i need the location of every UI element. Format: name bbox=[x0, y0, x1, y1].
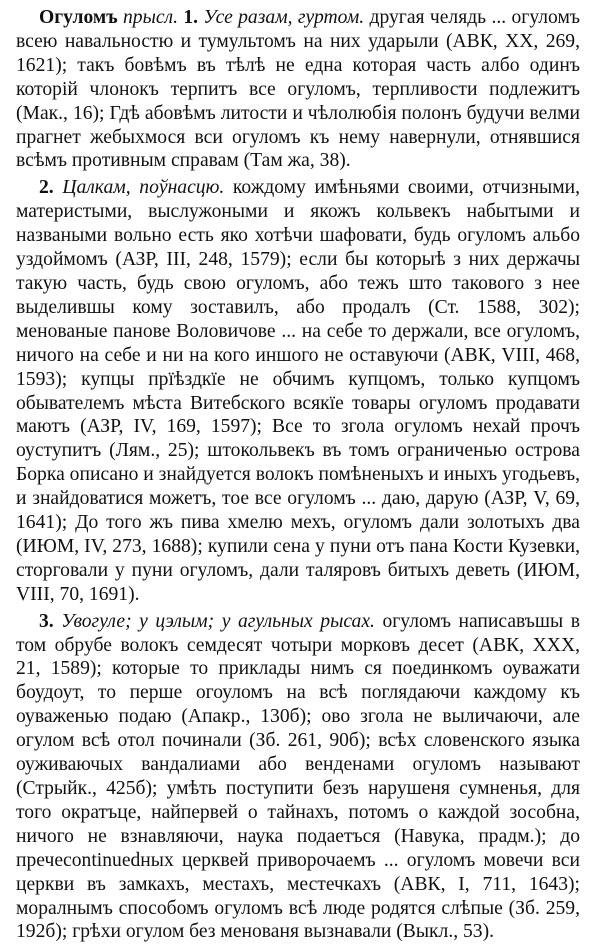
headword: Огуломъ bbox=[39, 7, 118, 28]
sense-number: 2. bbox=[39, 177, 54, 199]
sense-gloss: Цалкам, поўнасцю. bbox=[62, 177, 225, 199]
sense-text: другая челядь ... огуломъ всею навальностю и тумультомъ на них ударыли (АВК, XX, 269, 1621); такъ бовѣмъ въ тѣлѣ не една которая часть албо одинъ которій члонокъ терпитъ все огуломъ, терпливости подлежитъ (Мак., 16); Гдѣ абовѣмъ литости и чѣлолюбія полонъ будучи велми прагнет жебыхмося вси огуломъ къ нему навернули, отнявшися всѣмъ противным справам (Там жа, 38). bbox=[16, 7, 580, 172]
sense-number: 3. bbox=[39, 610, 54, 632]
sense-gloss: Увогуле; у цэлым; у агульных рысах. bbox=[61, 610, 375, 632]
sense-1-paragraph bbox=[16, 6, 580, 173]
sense-3-paragraph bbox=[16, 610, 580, 944]
sense-number: 1. bbox=[183, 7, 199, 28]
sense-text: кождому имѣньями своими, отчизными, материстыми, выслужоными и якожъ кольвекъ набытыми и назваными вольно есть яко хотѣчи шафовати, будь огуломъ альбо уздоймомъ (АЗР, III, 248, 1579); если бы которыѣ з них держачы такую часть, будь свою огуломъ, або тежъ што такового з нее выделившы кому зоставилъ, або продалъ (Ст. 1588, 302); менованые панове Воловичове ... на себе то держали, все огуломъ, ничого на себе и ни на кого иншого не оставуючи (АВК, VIII, 468, 1593); купцы прїѣздкїе не обчимъ купцомъ, только купцомъ обывателемъ мѣста Витебского всякїе товары огуломъ продавати маютъ (АЗР, IV, 169, 1597); Все то згола огуломъ нехай прочъ оуступитъ (Лям., 25); штокольвекъ въ томъ ограниченью острова Борка описано и знайдуется волокъ помѣненыхъ и иныхъ угодьевъ, и знайдоватися можетъ, тое все огуломъ ... даю, дарую (АЗР, V, 69, 1641); До того жъ пива хмелю мехъ, огуломъ дали золотыхъ два (ИЮМ, IV, 273, 1688); купили сена у пуни отъ пана Кости Кузевки, сторговали у пуни огуломъ, дали таляровъ битыхъ деветь (ИЮМ, VIII, 70, 1691). bbox=[16, 177, 580, 605]
sense-gloss: Усе разам, гуртом. bbox=[203, 7, 365, 28]
grammar-label: прысл. bbox=[122, 7, 178, 28]
sense-text: огуломъ написавъшы в том обрубе волокъ семдесят чотыри морковъ десет (АВК, XXX, 21, 1589); которые то приклады нимъ ся поединкомъ оуважати боудоут, то перше огоуломъ на всѣ поглядаючи каждому къ оуваженью подаю (Апакр., 130б); ово згола не выличаючи, але огулом всѣ отол починали (Зб. 261, 90б); всѣх словенского языка оуживаючых вандалиами або венденами огуломъ называют (Стрыйк., 425б); умѣть поступити безъ нарушеня сумненья, для того ократъце, найпервей о тайнахъ, потомъ о каждой зособна, ничого не взнавляючи, наука подаетъся (Навука, прадм.); до пречеcontinuedных церквей приворочаемъ ... огуломъ мовечи вси церкви въ замкахъ, местахъ, местечкахъ (АВК, I, 711, 1643); моралнымъ способомъ огуломъ всѣ люде родятся слѣпые (Зб. 259, 192б); грѣхи огулом без менованя вызнавали (Выкл., 53). bbox=[16, 610, 580, 943]
sense-2-paragraph bbox=[16, 176, 580, 606]
